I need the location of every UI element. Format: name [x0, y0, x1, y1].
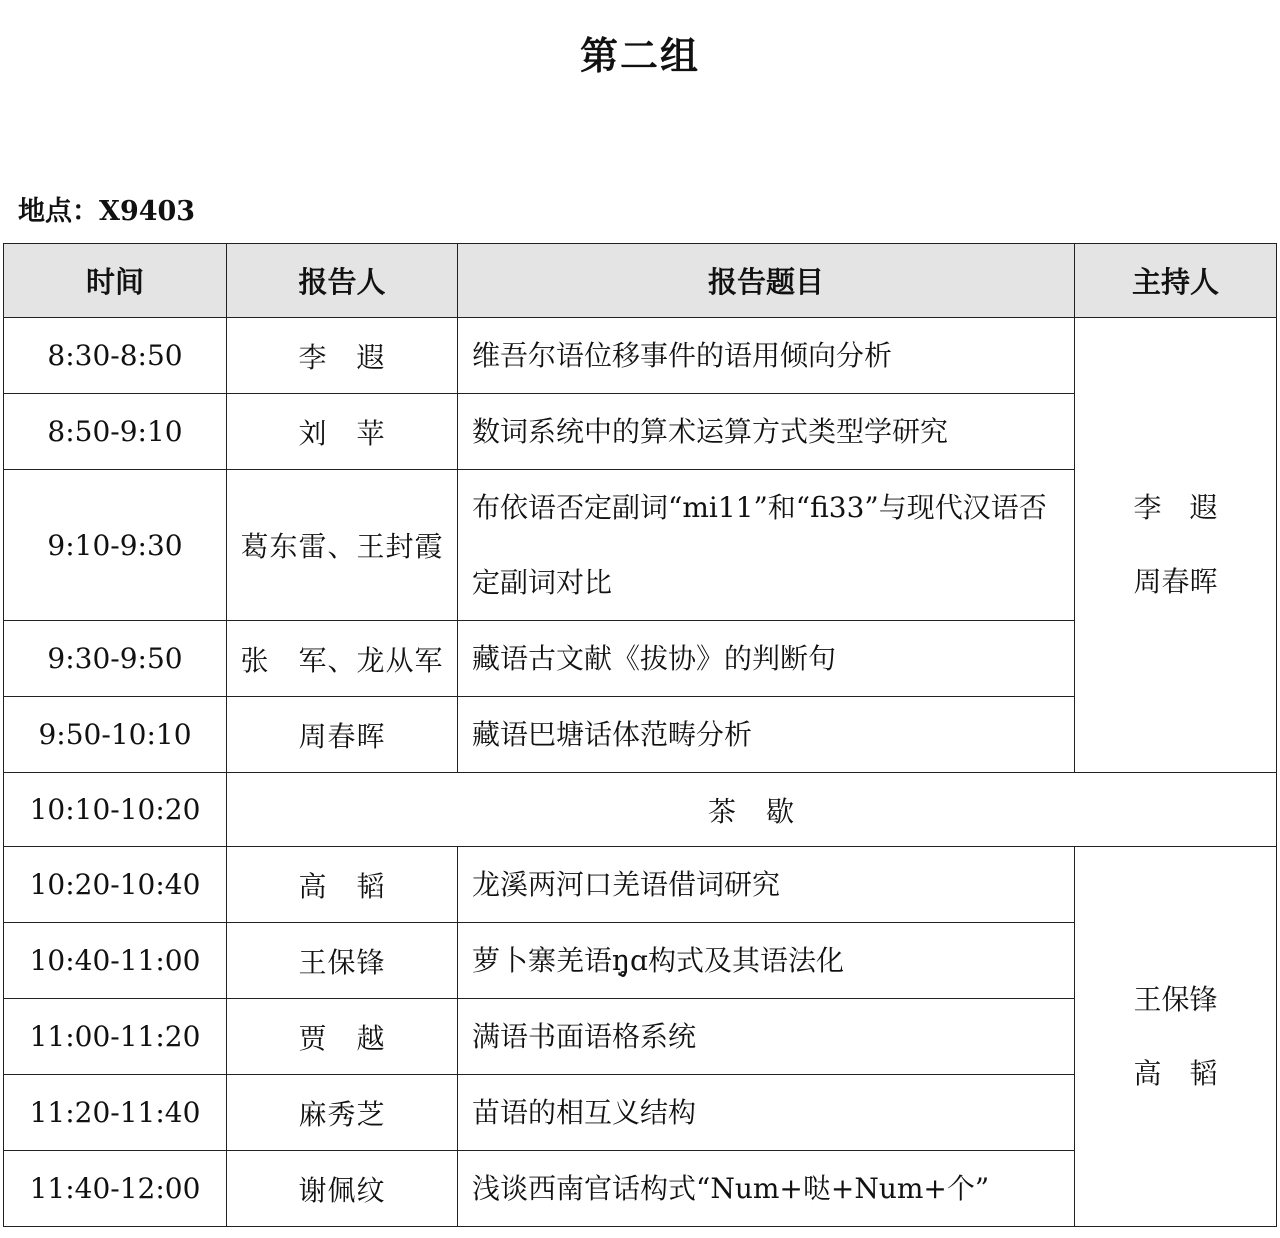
row-speaker: 谢佩纹 — [227, 1151, 458, 1227]
row-topic-text: 数词系统中的算术运算方式类型学研究 — [472, 415, 949, 448]
header-time: 时间 — [4, 244, 227, 318]
header-topic: 报告题目 — [458, 244, 1075, 318]
table-row — [4, 847, 1277, 923]
row-topic-text: 龙溪两河口羌语借词研究 — [472, 868, 781, 901]
row-time: 11:40-12:00 — [4, 1151, 227, 1227]
row-topic — [458, 1075, 1075, 1151]
table-row — [4, 318, 1277, 394]
row-topic — [458, 621, 1075, 697]
row-topic — [458, 697, 1075, 773]
row-topic-text: 维吾尔语位移事件的语用倾向分析 — [472, 339, 893, 372]
location-line — [18, 192, 195, 232]
row-speaker: 张 军、龙从军 — [227, 621, 458, 697]
row-time: 8:50-9:10 — [4, 394, 227, 470]
row-topic — [458, 318, 1075, 394]
row-topic-text: 满语书面语格系统 — [472, 1020, 697, 1053]
row-topic-text: 苗语的相互义结构 — [472, 1096, 697, 1129]
row-time: 11:20-11:40 — [4, 1075, 227, 1151]
row-time: 9:50-10:10 — [4, 697, 227, 773]
row-topic — [458, 847, 1075, 923]
chair-name: 周春晖 — [1133, 565, 1218, 598]
break-label: 茶 歇 — [227, 773, 1277, 847]
row-speaker: 葛东雷、王封霞 — [227, 470, 458, 621]
row-topic-text: 藏语古文献《拔协》的判断句 — [472, 642, 837, 675]
row-topic — [458, 999, 1075, 1075]
row-time: 11:00-11:20 — [4, 999, 227, 1075]
row-topic-text: 萝卜寨羌语ŋ̥ɑ构式及其语法化 — [472, 944, 844, 977]
chair-cell-session1 — [1075, 318, 1277, 773]
location-room: X9403 — [99, 196, 196, 227]
row-speaker: 高 韬 — [227, 847, 458, 923]
row-time: 10:40-11:00 — [4, 923, 227, 999]
header-chair: 主持人 — [1075, 244, 1277, 318]
row-time: 10:20-10:40 — [4, 847, 227, 923]
row-speaker: 王保锋 — [227, 923, 458, 999]
break-time: 10:10-10:20 — [4, 773, 227, 847]
chair-name: 王保锋 — [1133, 982, 1218, 1016]
row-topic — [458, 1151, 1075, 1227]
row-topic — [458, 470, 1075, 621]
break-row — [4, 773, 1277, 847]
chair-cell-session2 — [1075, 847, 1277, 1227]
header-speaker: 报告人 — [227, 244, 458, 318]
row-time: 8:30-8:50 — [4, 318, 227, 394]
row-speaker: 麻秀芝 — [227, 1075, 458, 1151]
row-topic — [458, 394, 1075, 470]
row-topic-text: 浅谈西南官话构式“Num+哒+Num+个” — [472, 1172, 990, 1205]
row-time: 9:30-9:50 — [4, 621, 227, 697]
row-topic — [458, 923, 1075, 999]
page-title: 第二组 — [579, 34, 700, 78]
location-label: 地点： — [18, 196, 99, 227]
chair-name: 李 遐 — [1133, 491, 1218, 524]
schedule-table — [3, 243, 1277, 1227]
row-speaker: 贾 越 — [227, 999, 458, 1075]
table-header-row — [4, 244, 1277, 318]
row-speaker: 刘 苹 — [227, 394, 458, 470]
row-speaker: 周春晖 — [227, 697, 458, 773]
row-speaker: 李 遐 — [227, 318, 458, 394]
row-time: 9:10-9:30 — [4, 470, 227, 621]
row-topic-text: 布依语否定副词“mi11”和“fi33”与现代汉语否定副词对比 — [472, 491, 1047, 599]
row-topic-text: 藏语巴塘话体范畴分析 — [472, 718, 753, 751]
chair-name: 高 韬 — [1133, 1056, 1218, 1090]
